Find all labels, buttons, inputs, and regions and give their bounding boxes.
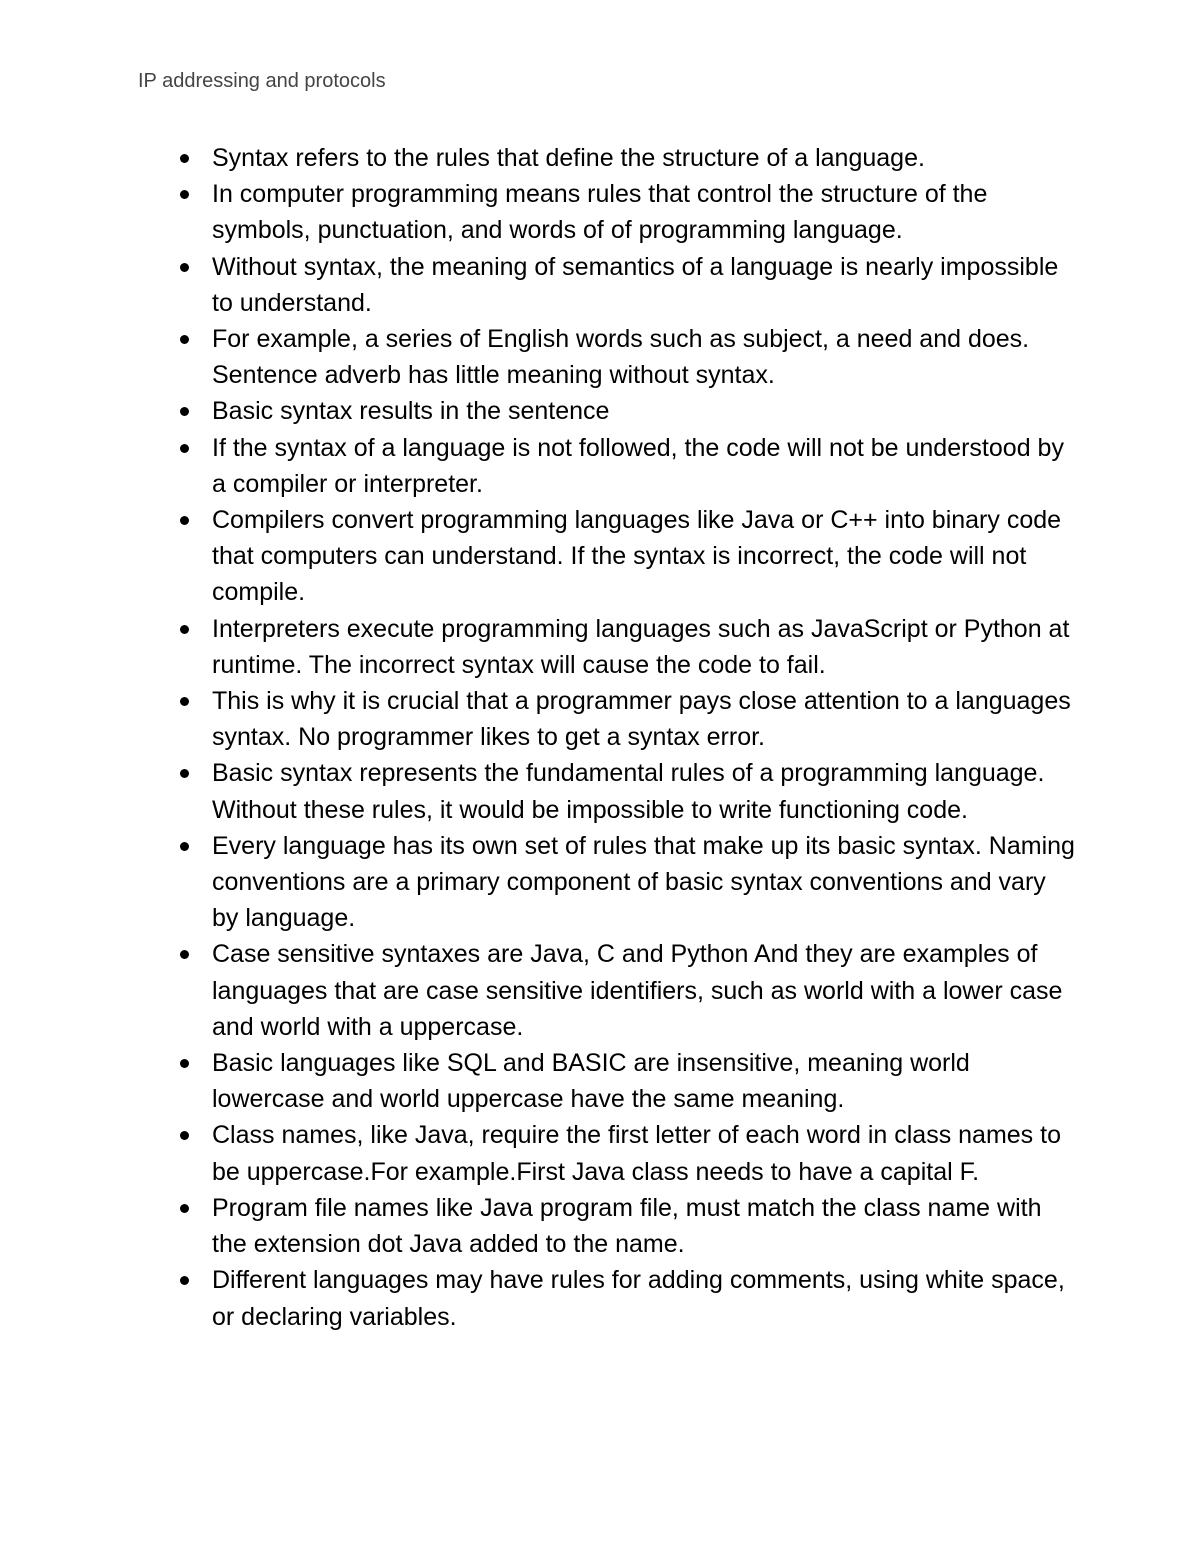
- bullet-item: [176, 683, 1076, 755]
- bullet-item: [176, 936, 1076, 1045]
- bullet-text: Program file names like Java program file, must match the class name with the extension dot Java added to the name.: [212, 1193, 1042, 1259]
- bullet-icon: [180, 697, 189, 706]
- bullet-item: [176, 430, 1076, 502]
- bullet-list: [176, 140, 1076, 1335]
- bullet-item: [176, 755, 1076, 827]
- bullet-icon: [180, 335, 189, 344]
- bullet-item: [176, 140, 1076, 176]
- bullet-icon: [180, 263, 189, 272]
- bullet-item: [176, 321, 1076, 393]
- page-header: IP addressing and protocols: [138, 70, 386, 92]
- bullet-item: [176, 1045, 1076, 1117]
- bullet-item: [176, 249, 1076, 321]
- bullet-text: Every language has its own set of rules that make up its basic syntax. Naming conventions are a primary component of basic syntax conventions and vary by language.: [212, 831, 1075, 933]
- bullet-text: Basic syntax represents the fundamental rules of a programming language. Without these rules, it would be impossible to write functioning code.: [212, 759, 1045, 824]
- bullet-text: Different languages may have rules for adding comments, using white space, or declaring variables.: [212, 1266, 1065, 1331]
- bullet-text: In computer programming means rules that control the structure of the symbols, punctuation, and words of of programming language.: [212, 180, 988, 245]
- bullet-item: [176, 1190, 1076, 1262]
- bullet-text: Class names, like Java, require the first letter of each word in class names to be uppercase.For example.First Java class needs to have a capital F.: [212, 1121, 1061, 1186]
- bullet-item: [176, 1117, 1076, 1189]
- bullet-icon: [180, 516, 189, 525]
- bullet-icon: [180, 407, 189, 416]
- bullet-item: [176, 828, 1076, 937]
- bullet-text: Basic languages like SQL and BASIC are insensitive, meaning world lowercase and world uppercase have the same meaning.: [212, 1049, 970, 1114]
- bullet-text: Basic syntax results in the sentence: [212, 397, 610, 426]
- bullet-text: Case sensitive syntaxes are Java, C and Python And they are examples of languages that are case sensitive identifiers, such as world with a lower case and world with a uppercase.: [212, 940, 1063, 1041]
- bullet-text: Compilers convert programming languages like Java or C++ into binary code that computers can understand. If the syntax is incorrect, the code will not compile.: [212, 506, 1062, 607]
- bullet-item: [176, 176, 1076, 248]
- bullet-icon: [180, 1131, 189, 1140]
- bullet-icon: [180, 1276, 189, 1285]
- bullet-item: [176, 1262, 1076, 1334]
- bullet-item: [176, 611, 1076, 683]
- bullet-icon: [180, 190, 189, 199]
- bullet-item: [176, 393, 1076, 429]
- bullet-text: This is why it is crucial that a programmer pays close attention to a languages syntax. No programmer likes to get a syntax error.: [212, 687, 1071, 752]
- bullet-text: If the syntax of a language is not followed, the code will not be understood by a compiler or interpreter.: [212, 433, 1064, 498]
- bullet-text: Syntax refers to the rules that define the structure of a language.: [212, 144, 925, 172]
- bullet-icon: [180, 842, 189, 851]
- bullet-icon: [180, 154, 189, 163]
- bullet-icon: [180, 950, 189, 959]
- bullet-text: Without syntax, the meaning of semantics of a language is nearly impossible to understand.: [212, 252, 1059, 317]
- bullet-icon: [180, 1059, 189, 1068]
- bullet-text: For example, a series of English words such as subject, a need and does. Sentence adverb has little meaning without syntax.: [212, 325, 1030, 390]
- bullet-icon: [180, 444, 189, 453]
- bullet-icon: [180, 769, 189, 778]
- bullet-icon: [180, 625, 189, 634]
- bullet-item: [176, 502, 1076, 611]
- bullet-text: Interpreters execute programming languages such as JavaScript or Python at runtime. The incorrect syntax will cause the code to fail.: [212, 614, 1070, 679]
- bullet-icon: [180, 1204, 189, 1213]
